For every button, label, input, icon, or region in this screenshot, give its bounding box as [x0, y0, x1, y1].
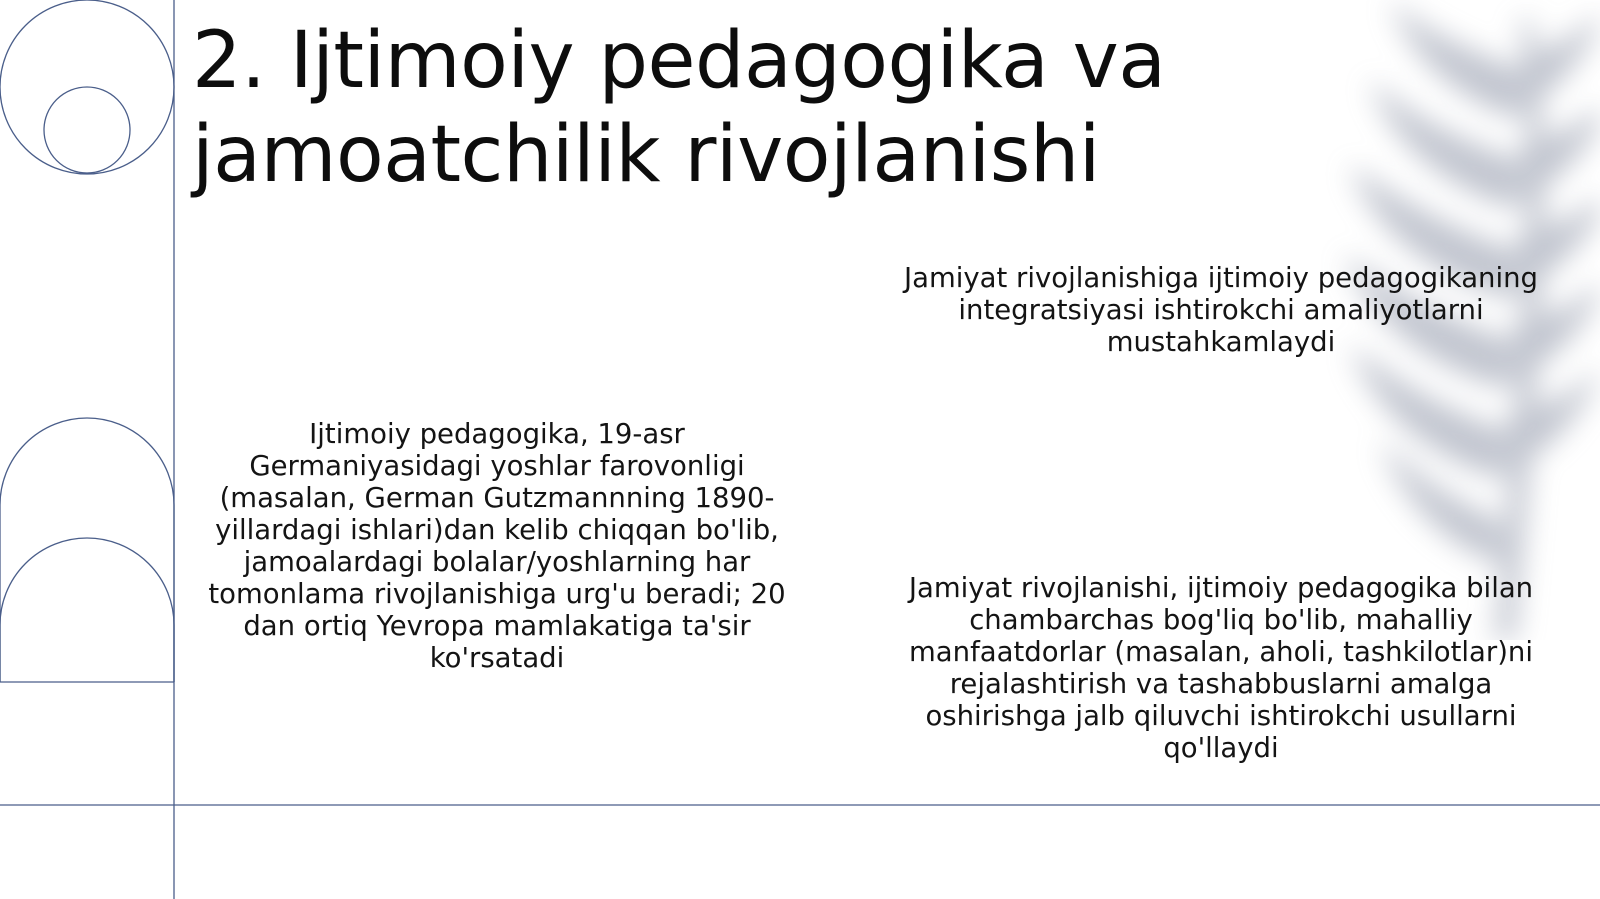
right-top-paragraph: Jamiyat rivojlanishiga ijtimoiy pedagogikaning integratsiyasi ishtirokchi amaliyotlarni mustahkamlaydi: [903, 262, 1539, 358]
slide-title: 2. Ijtimoiy pedagogika va jamoatchilik rivojlanishi: [192, 16, 1166, 200]
right-bottom-paragraph: Jamiyat rivojlanishi, ijtimoiy pedagogika bilan chambarchas bog'liq bo'lib, mahalliy manfaatdorlar (masalan, aholi, tashkilotlar)ni rejalashtirish va tashabbuslarni amalga oshirishga jalb qiluvchi ishtirokchi usullarni qo'llaydi: [908, 572, 1534, 764]
left-paragraph: Ijtimoiy pedagogika, 19-asr Germaniyasidagi yoshlar farovonligi (masalan, German Gutzmannning 1890-yillardagi ishlari)dan kelib chiqqan bo'lib, jamoalardagi bolalar/yoshlarning har tomonlama rivojlanishiga urg'u beradi; 20 dan ortiq Yevropa mamlakatiga ta'sir ko'rsatadi: [208, 418, 786, 674]
